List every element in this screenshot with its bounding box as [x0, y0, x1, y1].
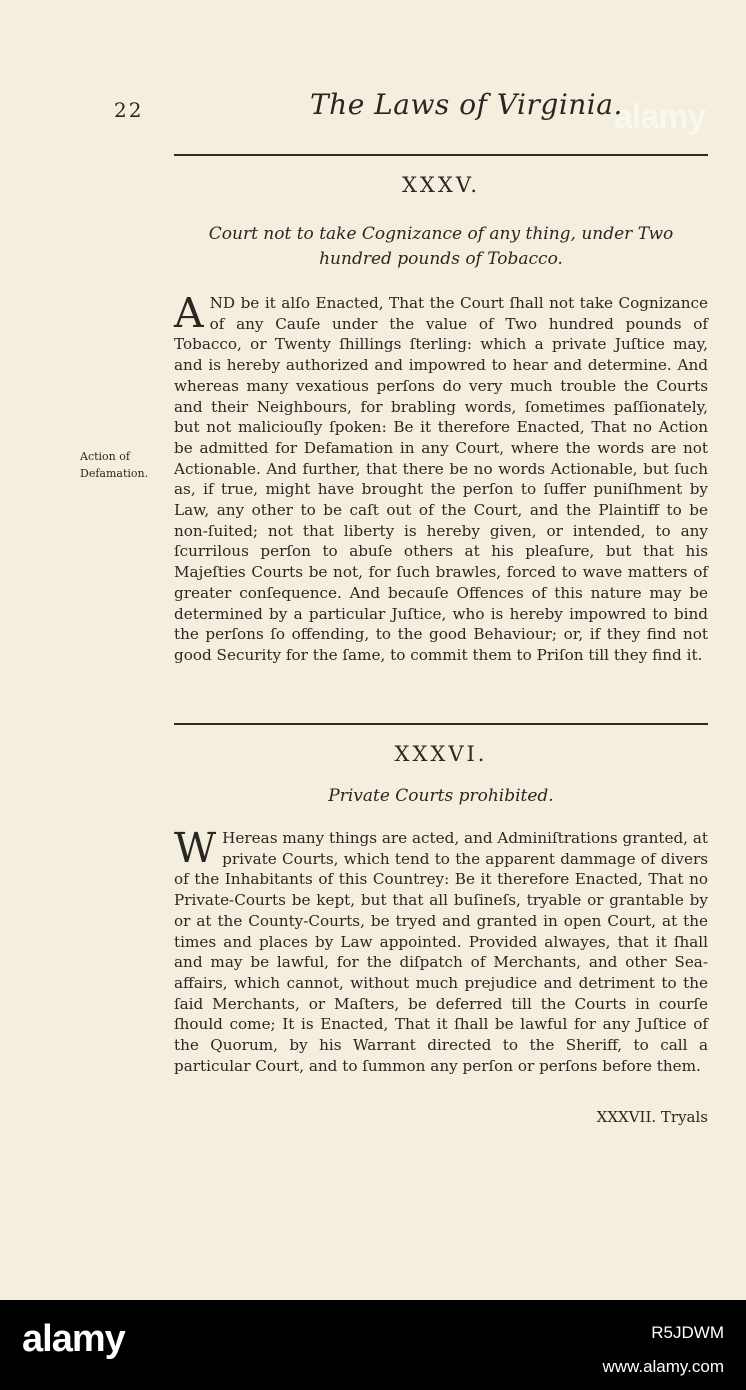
- running-head: The Laws of Virginia.: [310, 88, 623, 121]
- drop-cap: W: [174, 824, 217, 872]
- alamy-logo: alamy: [22, 1318, 125, 1360]
- watermark-footer: [0, 1300, 746, 1390]
- section-text: ND be it alſo Enacted, That the Court ſhall not take Cognizance of any Cauſe under the value of Two hundred pounds of Tobacco, or Twenty ſhillings ſterling: which a private Juſtice may, and is hereby authorized and impowred to hear and determine. And whereas many vexatious perſons do very much trouble the Courts and their Neighbours, for brabling words, ſometimes paſſionately, but not maliciouſly ſpoken: Be it therefore Enacted, That no Action be admitted for Defamation in any Court, where the words are not Actionable. And further, that there be no words Actionable, but ſuch as, if true, might have brought the perſon to ſuffer puniſhment by Law, any other to be caſt out of the Court, and the Plaintiff to be non-ſuited; not that liberty is hereby given, or intended, to any ſcurrilous perſon to abuſe others at his pleaſure, but that his Majeſties Courts be not, for ſuch brawles, forced to wave matters of greater conſequence. And becauſe Offences of this nature may be determined by a particular Juſtice, who is hereby impowred to bind the perſons ſo offending, to the good Behaviour; or, if they find not good Security for the ſame, to commit them to Priſon till they find it.: [174, 294, 708, 664]
- section-heading: XXXV.: [401, 173, 481, 197]
- footer-url: www.alamy.com: [602, 1357, 724, 1376]
- page-number: 22: [114, 98, 144, 122]
- section-divider: [174, 723, 708, 725]
- section-title: Private Courts prohibited.: [328, 786, 554, 806]
- section-divider: [174, 154, 708, 156]
- catchword: XXXVII. Tryals: [596, 1108, 708, 1126]
- footer-info: [602, 1316, 724, 1384]
- image-id: R5JDWM: [651, 1323, 724, 1342]
- section-text: Hereas many things are acted, and Adminiſtrations granted, at private Courts, which tend to the apparent dammage of divers of the Inhabitants of this Countrey: Be it therefore Enacted, That no Private-Courts be kept, but that all buſineſs, tryable or grantable by or at the County-Courts, be tryed and granted in open Court, at the times and places by Law appointed. Provided alwayes, that it ſhall and may be lawful, for the diſpatch of Merchants, and other Sea-affairs, which cannot, without much prejudice and detriment to the ſaid Merchants, or Maſters, be deferred till the Courts in courſe ſhould come; It is Enacted, That it ſhall be lawful for any Juſtice of the Quorum, by his Warrant directed to the Sheriff, to call a particular Court, and to ſummon any perſon or perſons before them.: [174, 829, 708, 1075]
- watermark-logo: alamy: [614, 98, 706, 136]
- section-heading: XXXVI.: [394, 742, 488, 766]
- section-title: Court not to take Cognizance of any thing, under Two hundred pounds of Tobacco.: [208, 224, 674, 269]
- marginal-note: Action of Defamation.: [80, 450, 149, 480]
- section-body: [174, 289, 708, 703]
- drop-cap: A: [174, 289, 204, 337]
- section-body: [174, 824, 708, 1110]
